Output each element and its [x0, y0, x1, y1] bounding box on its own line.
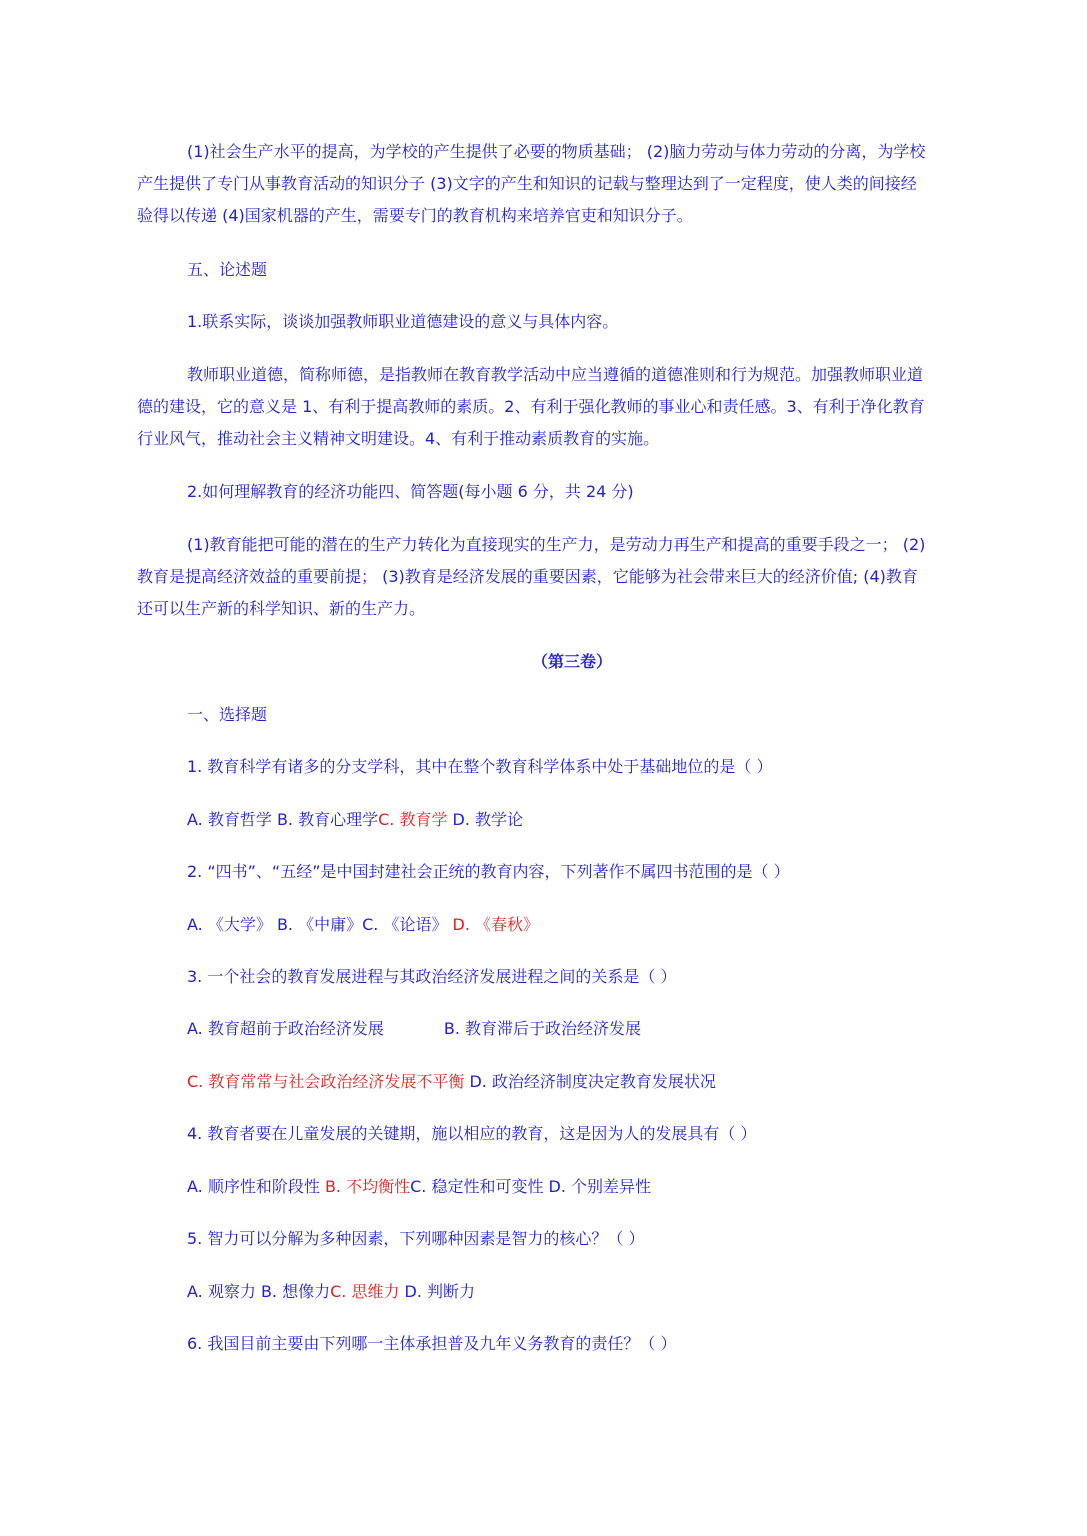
- option-d: D. 判断力: [404, 1282, 476, 1301]
- para3-line3: 还可以生产新的科学知识、新的生产力。: [137, 599, 426, 618]
- options-row: [187, 1276, 957, 1308]
- option-c: C. 稳定性和可变性: [410, 1177, 549, 1196]
- option-c-answer: C. 教育常常与社会政治经济发展不平衡: [187, 1072, 470, 1091]
- option-a: A. 教育哲学: [187, 810, 277, 829]
- para1-line2: 产生提供了专门从事教育活动的知识分子 (3)文字的产生和知识的记载与整理达到了一定程度，使人类的间接经: [137, 174, 917, 193]
- options-row: [187, 1066, 957, 1098]
- option-b: B. 教育滞后于政治经济发展: [443, 1019, 641, 1038]
- question-stem: 3. 一个社会的教育发展进程与其政治经济发展进程之间的关系是（ ）: [187, 967, 677, 986]
- option-c-answer: C. 思维力: [330, 1282, 405, 1301]
- option-c-answer: C. 教育学: [378, 810, 453, 829]
- option-b: B. 想像力: [260, 1282, 331, 1301]
- option-b: B. 《中庸》: [276, 915, 363, 934]
- para1-line3: 验得以传递 (4)国家机器的产生，需要专门的教育机构来培养官吏和知识分子。: [137, 206, 693, 225]
- para2-line2: 德的建设，它的意义是 1、有利于提高教师的素质。2、有利于强化教师的事业心和责任感。3、有利于净化教育: [137, 397, 925, 416]
- options-row: [187, 1013, 957, 1045]
- options-row: [187, 1171, 957, 1203]
- option-d-answer: D. 《春秋》: [452, 915, 540, 934]
- para2-line1: 教师职业道德，简称师德，是指教师在教育教学活动中应当遵循的道德准则和行为规范。加强教师职业道: [187, 365, 924, 384]
- options-row: [187, 804, 957, 836]
- section-heading-essay: 五、论述题: [187, 260, 268, 279]
- question-stem: 5. 智力可以分解为多种因素，下列哪种因素是智力的核心？（ ）: [187, 1229, 645, 1248]
- option-c: C. 《论语》: [362, 915, 453, 934]
- option-a: A. 《大学》: [187, 915, 277, 934]
- question-stem: 1. 教育科学有诸多的分支学科，其中在整个教育科学体系中处于基础地位的是（ ）: [187, 757, 773, 776]
- para3-line2: 教育是提高经济效益的重要前提； (3)教育是经济发展的重要因素，它能够为社会带来巨大的经济价值; (4)教育: [137, 567, 918, 586]
- option-a: A. 教育超前于政治经济发展: [187, 1019, 384, 1038]
- option-d: D. 教学论: [452, 810, 524, 829]
- volume-title: （第三卷）: [531, 652, 612, 671]
- para3-line1: (1)教育能把可能的潜在的生产力转化为直接现实的生产力，是劳动力再生产和提高的重要手段之一； (2): [187, 535, 926, 554]
- para1-line1: (1)社会生产水平的提高，为学校的产生提供了必要的物质基础； (2)脑力劳动与体力劳动的分离，为学校: [187, 142, 926, 161]
- option-a: A. 观察力: [187, 1282, 261, 1301]
- options-row: [187, 909, 957, 941]
- question-2-title: 2.如何理解教育的经济功能四、简答题(每小题 6 分，共 24 分): [187, 482, 634, 501]
- question-stem: 6. 我国目前主要由下列哪一主体承担普及九年义务教育的责任？（ ）: [187, 1334, 677, 1353]
- section-heading-choice: 一、选择题: [187, 705, 268, 724]
- option-b: B. 教育心理学: [276, 810, 379, 829]
- question-stem: 2. “四书”、“五经”是中国封建社会正统的教育内容，下列著作不属四书范围的是（ ）: [187, 862, 790, 881]
- option-d: D. 政治经济制度决定教育发展状况: [469, 1072, 716, 1091]
- question-1-title: 1.联系实际，谈谈加强教师职业道德建设的意义与具体内容。: [187, 312, 619, 331]
- question-stem: 4. 教育者要在儿童发展的关键期，施以相应的教育，这是因为人的发展具有（ ）: [187, 1124, 757, 1143]
- option-d: D. 个别差异性: [548, 1177, 652, 1196]
- para2-line3: 行业风气，推动社会主义精神文明建设。4、有利于推动素质教育的实施。: [137, 429, 660, 448]
- option-b-answer: B. 不均衡性: [324, 1177, 411, 1196]
- option-a: A. 顺序性和阶段性: [187, 1177, 325, 1196]
